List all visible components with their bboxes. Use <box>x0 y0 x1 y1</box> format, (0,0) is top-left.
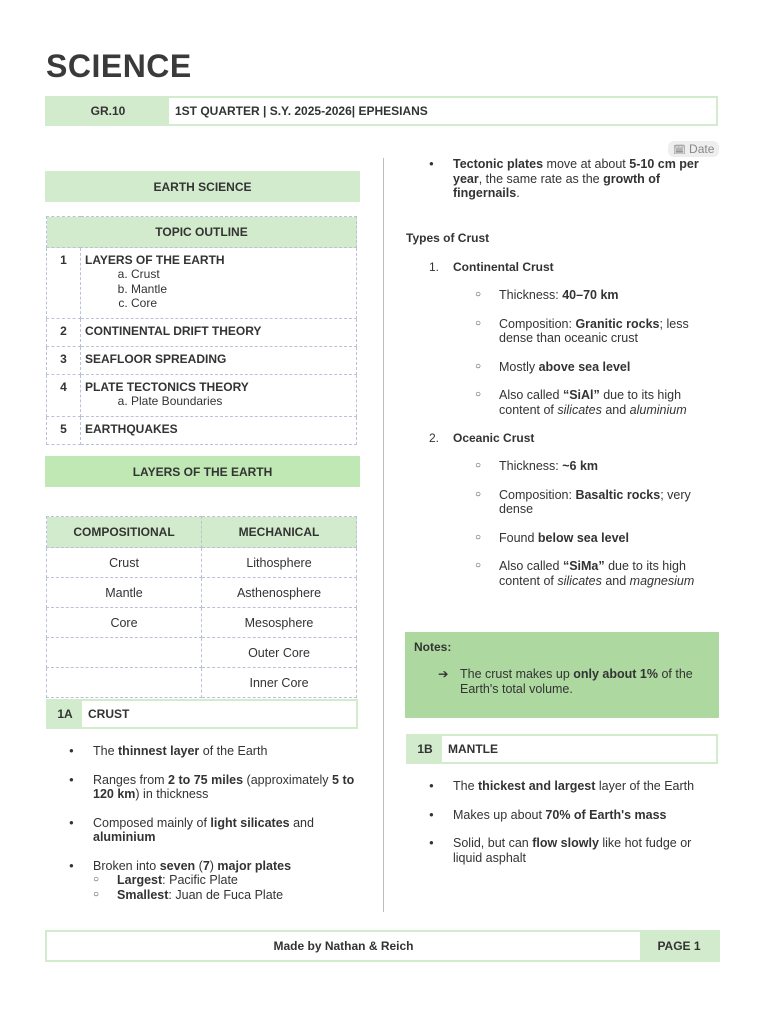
mantle-section-header <box>406 734 718 764</box>
subtopic: a. Crust <box>131 267 352 282</box>
footer-bar <box>45 930 720 962</box>
table-cell <box>47 638 202 668</box>
header-bar <box>45 96 718 126</box>
subtopic: b. Mantle <box>131 282 352 297</box>
crust-section-header <box>46 699 358 729</box>
table-cell: Core <box>47 608 202 638</box>
mantle-bullets <box>429 779 719 879</box>
list-item: 2. Oceanic Crust ○ Thickness: ~6 km ○ Composition: Basaltic rocks; very dense ○ Found below sea level ○ Also called “SiMa” due to its high content of silicates and magnesium <box>429 431 721 588</box>
crust-type-title: Oceanic Crust <box>453 431 535 445</box>
topic-title: SEAFLOOR SPREADING <box>85 352 227 366</box>
table-cell: Mantle <box>47 578 202 608</box>
notes-callout <box>405 632 719 718</box>
list-item: ○ Largest: Pacific Plate <box>93 873 361 888</box>
list-item: ○ Composition: Granitic rocks; less dense than oceanic crust <box>453 317 721 346</box>
table-cell: Outer Core <box>202 638 357 668</box>
topic-title: PLATE TECTONICS THEORY <box>85 380 249 394</box>
list-item: ● Solid, but can flow slowly like hot fudge or liquid asphalt <box>429 836 719 865</box>
table-row <box>47 319 357 347</box>
list-item: ● Composed mainly of light silicates and aluminium <box>69 816 361 845</box>
grade-label: GR.10 <box>47 98 169 124</box>
topic-number: 3 <box>47 347 81 375</box>
section-code: 1A <box>48 701 82 727</box>
table-row <box>47 608 357 638</box>
subtopic: c. Core <box>131 296 352 311</box>
calendar-icon: 🗓 <box>673 145 686 156</box>
section-name: CRUST <box>88 707 130 721</box>
topic-number: 4 <box>47 375 81 417</box>
table-cell <box>47 668 202 698</box>
table-row <box>47 638 357 668</box>
topic-number: 2 <box>47 319 81 347</box>
list-item: ○ Smallest: Juan de Fuca Plate <box>93 888 361 903</box>
list-item: ○ Composition: Basaltic rocks; very dense <box>453 488 721 517</box>
table-row <box>47 375 357 417</box>
list-item: ○ Thickness: 40–70 km <box>453 288 721 303</box>
topic-number: 1 <box>47 248 81 319</box>
table-row <box>47 668 357 698</box>
topic-title: LAYERS OF THE EARTH <box>85 253 225 267</box>
topic-outline-table <box>46 216 357 445</box>
layers-table <box>46 516 357 698</box>
column-divider <box>383 158 384 912</box>
column-header-compositional: COMPOSITIONAL <box>47 517 202 548</box>
footer-credit: Made by Nathan & Reich <box>273 939 414 953</box>
section-code: 1B <box>408 736 442 762</box>
table-row <box>47 248 357 319</box>
types-heading: Types of Crust <box>406 231 490 245</box>
topic-outline-header: TOPIC OUTLINE <box>47 217 357 248</box>
table-row <box>47 578 357 608</box>
table-row <box>47 417 357 445</box>
table-cell: Crust <box>47 548 202 578</box>
table-row <box>47 548 357 578</box>
list-item: ● Ranges from 2 to 75 miles (approximately 5 to 120 km) in thickness <box>69 773 361 802</box>
list-item: ● The thinnest layer of the Earth <box>69 744 361 759</box>
tectonic-bullet <box>429 157 719 215</box>
table-cell: Lithosphere <box>202 548 357 578</box>
list-item: ● Tectonic plates move at about 5-10 cm per year, the same rate as the growth of fingernails. <box>429 157 719 201</box>
list-item: ● Makes up about 70% of Earth's mass <box>429 808 719 823</box>
layers-band: LAYERS OF THE EARTH <box>45 456 360 487</box>
topic-title: CONTINENTAL DRIFT THEORY <box>85 324 262 338</box>
page-title: SCIENCE <box>46 48 192 84</box>
list-item: ○ Also called “SiAl” due to its high content of silicates and aluminium <box>453 388 721 417</box>
list-item: ● The thickest and largest layer of the Earth <box>429 779 719 794</box>
list-item: ● Broken into seven (7) major plates ○ Largest: Pacific Plate ○ Smallest: Juan de Fuca Plate <box>69 859 361 903</box>
earth-science-band: EARTH SCIENCE <box>45 171 360 202</box>
list-item: ○ Thickness: ~6 km <box>453 459 721 474</box>
crust-bullets <box>69 744 361 916</box>
table-cell: Mesosphere <box>202 608 357 638</box>
notes-heading: Notes: <box>414 640 452 654</box>
crust-types-list <box>429 260 721 602</box>
section-name: MANTLE <box>448 742 498 756</box>
list-item: 1. Continental Crust ○ Thickness: 40–70 km ○ Composition: Granitic rocks; less dense than oceanic crust ○ Mostly above sea level ○ Also called “SiAl” due to its high content of silicates and aluminium <box>429 260 721 417</box>
crust-type-title: Continental Crust <box>453 260 554 274</box>
column-header-mechanical: MECHANICAL <box>202 517 357 548</box>
topic-title: EARTHQUAKES <box>85 422 178 436</box>
table-cell: Inner Core <box>202 668 357 698</box>
topic-number: 5 <box>47 417 81 445</box>
table-cell: Asthenosphere <box>202 578 357 608</box>
quarter-label: 1ST QUARTER | S.Y. 2025-2026| EPHESIANS <box>175 104 428 118</box>
list-item: ○ Found below sea level <box>453 531 721 546</box>
subtopic: a. Plate Boundaries <box>131 394 352 409</box>
date-property[interactable] <box>668 141 719 157</box>
table-row <box>47 347 357 375</box>
notes-text: ➔ The crust makes up only about 1% of the Earth's total volume. <box>438 667 693 696</box>
page-number: PAGE 1 <box>640 932 718 960</box>
date-label: Date <box>689 142 715 156</box>
list-item: ○ Also called “SiMa” due to its high content of silicates and magnesium <box>453 559 721 588</box>
arrow-right-icon: ➔ <box>438 667 449 681</box>
list-item: ○ Mostly above sea level <box>453 360 721 375</box>
